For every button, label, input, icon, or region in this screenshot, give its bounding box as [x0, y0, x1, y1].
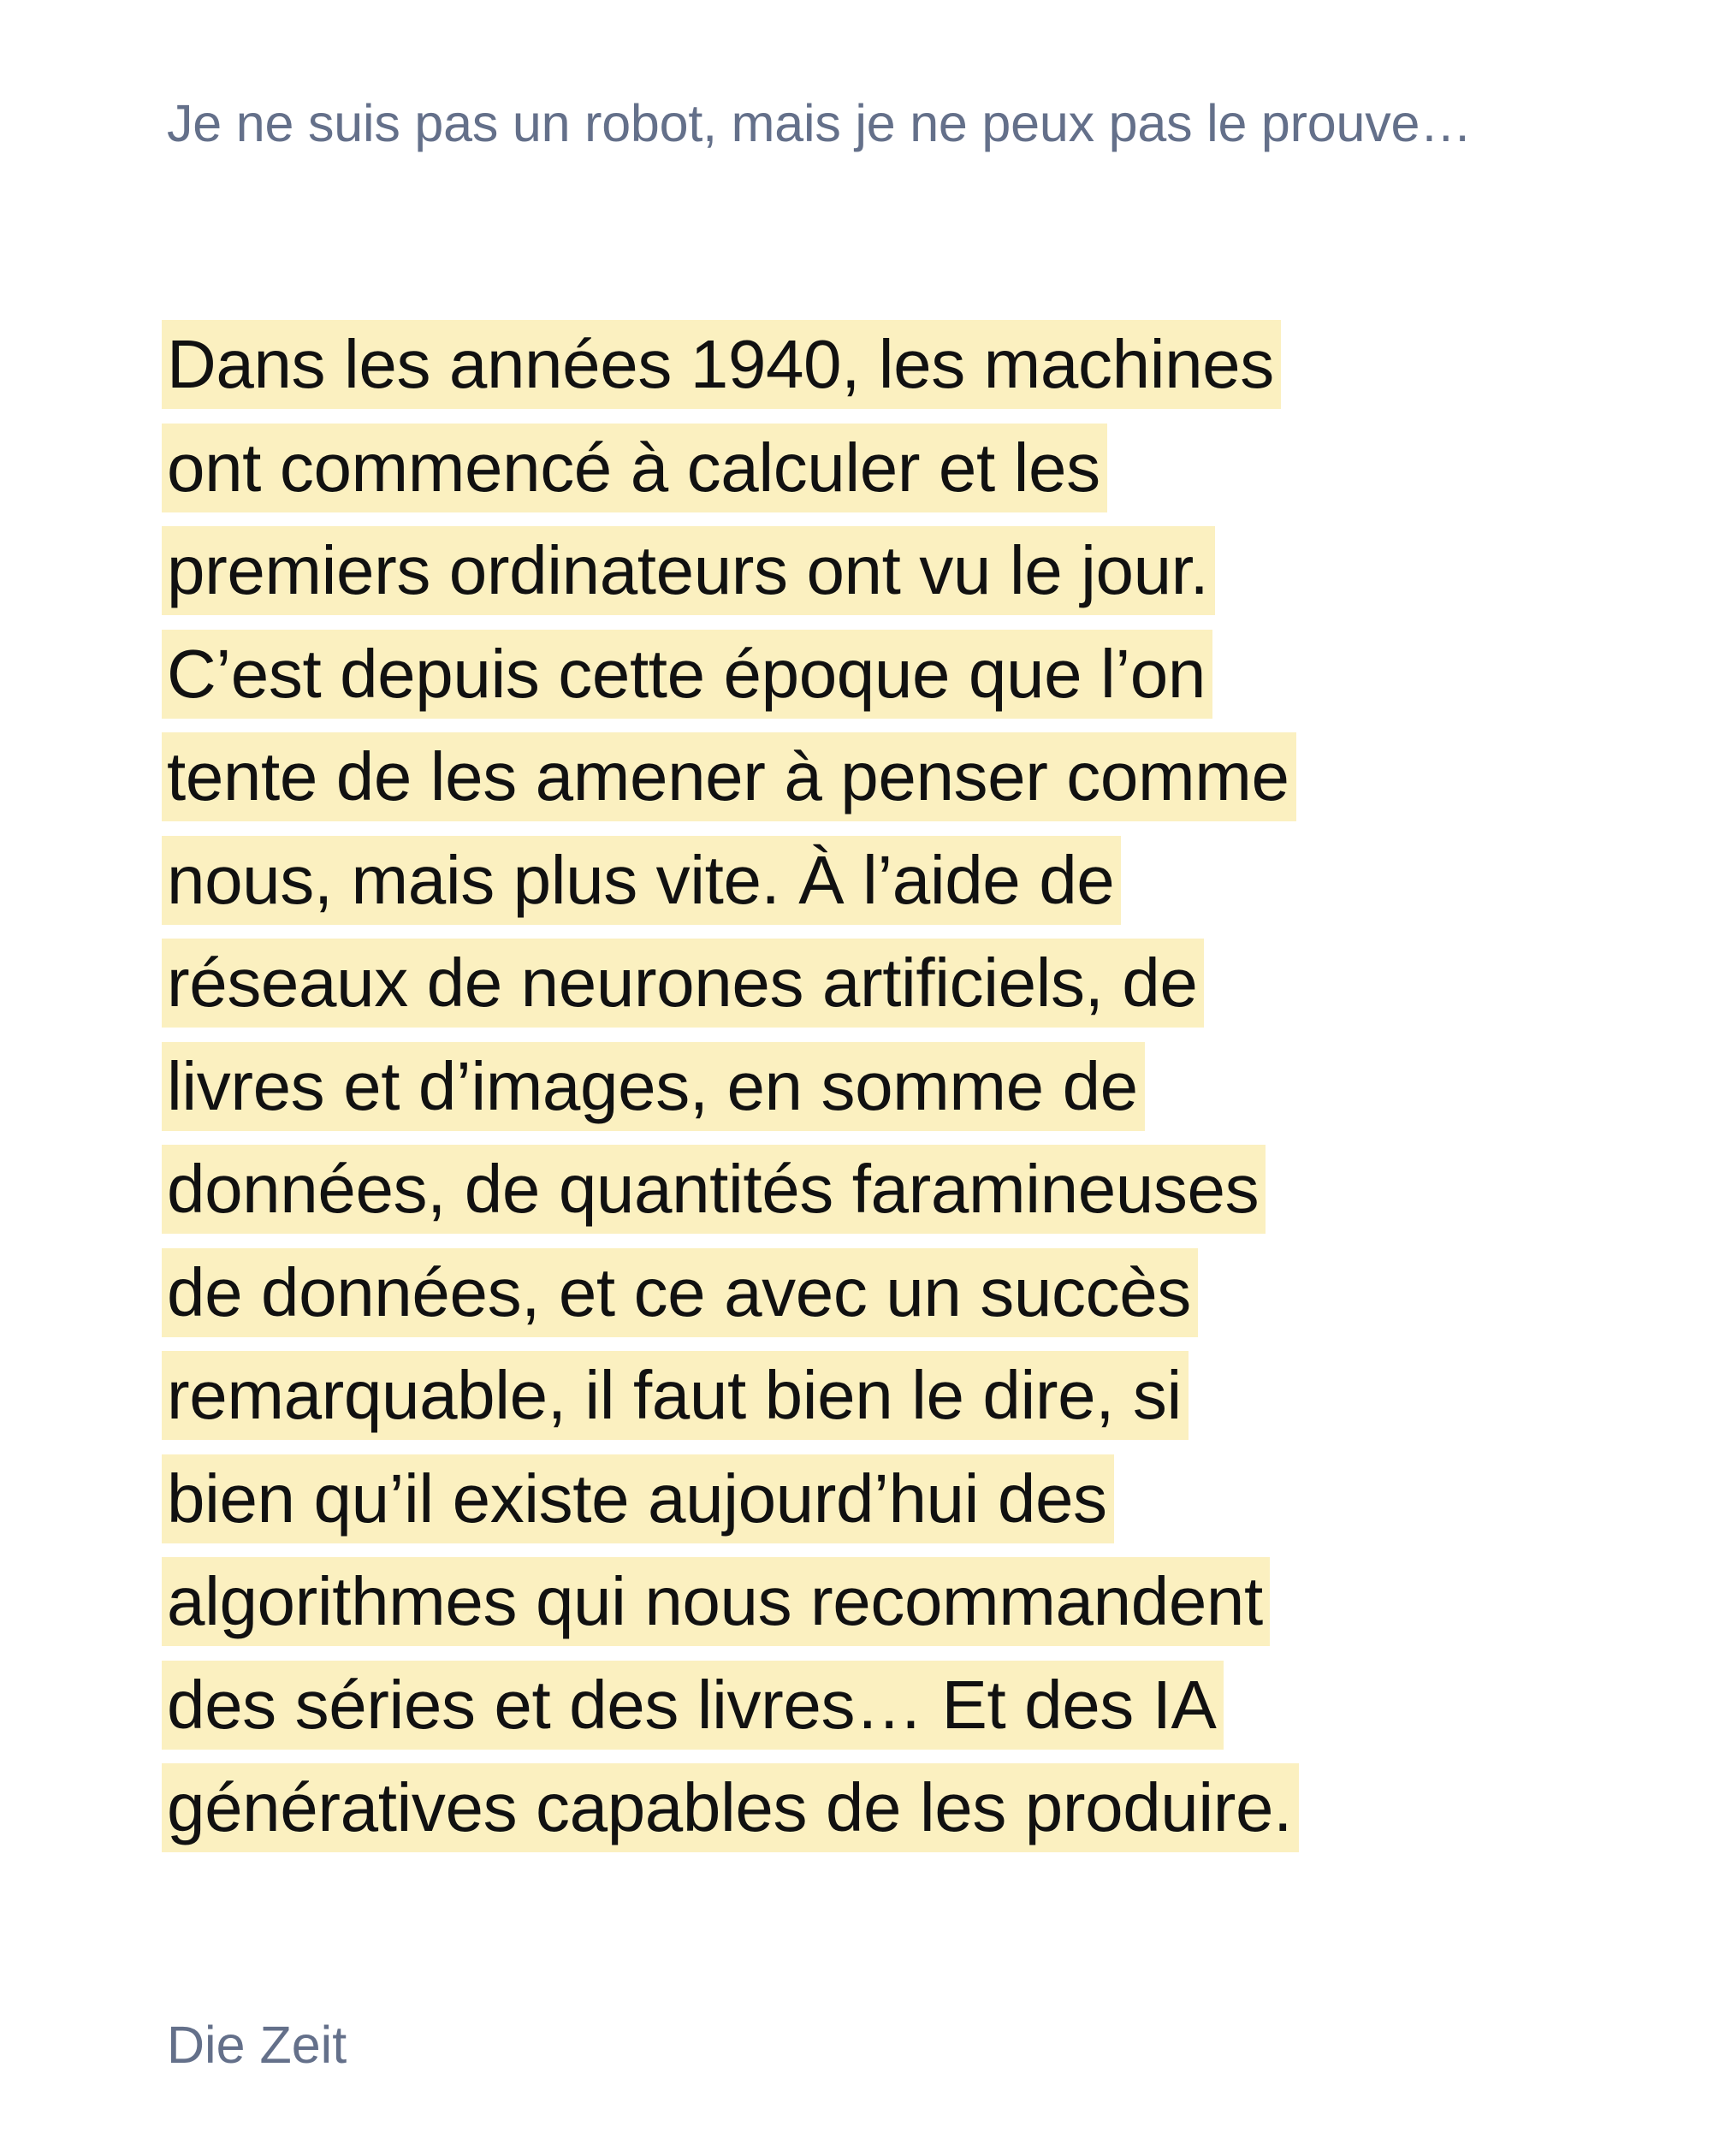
quote-line	[162, 630, 1531, 733]
quote-line-text: des séries et des livres… Et des IA	[162, 1661, 1224, 1750]
quote-line	[162, 526, 1531, 630]
quote-line-text: algorithmes qui nous recommandent	[162, 1557, 1270, 1646]
quote-line-text: tente de les amener à penser comme	[162, 732, 1296, 821]
quote-line-text: C’est depuis cette époque que l’on	[162, 630, 1212, 719]
quote-line	[162, 424, 1531, 527]
book-title: Je ne suis pas un robot, mais je ne peux pas le prouve…	[167, 94, 1473, 152]
quote-line	[162, 1454, 1531, 1558]
quote-line	[162, 1763, 1531, 1867]
quote-line	[162, 732, 1531, 836]
quote-line-text: livres et d’images, en somme de	[162, 1042, 1145, 1131]
quote-line	[162, 1661, 1531, 1764]
quote-line	[162, 939, 1531, 1042]
quote-line	[162, 320, 1531, 424]
quote-line	[162, 1145, 1531, 1248]
quote-line	[162, 836, 1531, 939]
quote-line-text: ont commencé à calculer et les	[162, 424, 1107, 512]
quote-line-text: de données, et ce avec un succès	[162, 1248, 1198, 1337]
quote-line	[162, 1557, 1531, 1661]
quote-line-text: nous, mais plus vite. À l’aide de	[162, 836, 1121, 925]
highlighted-quote	[162, 320, 1531, 1867]
quote-line-text: remarquable, il faut bien le dire, si	[162, 1351, 1189, 1440]
quote-source: Die Zeit	[167, 2016, 347, 2074]
quote-line-text: réseaux de neurones artificiels, de	[162, 939, 1204, 1028]
quote-line	[162, 1042, 1531, 1146]
quote-line-text: Dans les années 1940, les machines	[162, 320, 1281, 409]
quote-line-text: bien qu’il existe aujourd’hui des	[162, 1454, 1114, 1543]
quote-line-text: génératives capables de les produire.	[162, 1763, 1299, 1852]
quote-line	[162, 1351, 1531, 1454]
quote-line-text: premiers ordinateurs ont vu le jour.	[162, 526, 1215, 615]
quote-line	[162, 1248, 1531, 1352]
quote-line-text: données, de quantités faramineuses	[162, 1145, 1266, 1234]
